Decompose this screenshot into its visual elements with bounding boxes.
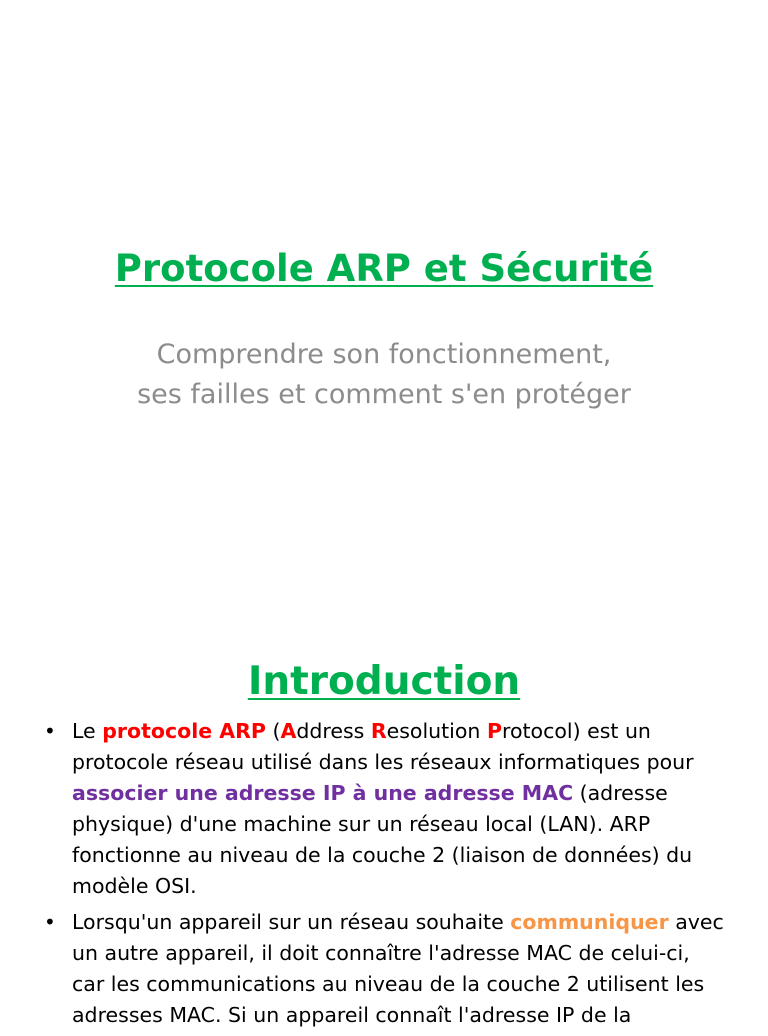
highlight-letter-r: R (370, 719, 387, 743)
bullet-dot-icon: • (44, 910, 56, 934)
slide-subtitle (100, 335, 668, 415)
bullet-text: esolution (386, 719, 487, 743)
bullet-text: Lorsqu'un appareil sur un réseau souhaite (72, 910, 511, 934)
intro-bullet-list (0, 716, 768, 1036)
bullet-text: ( (265, 719, 281, 743)
bullet-text: Le (72, 719, 103, 743)
bullet-text: ddress (296, 719, 371, 743)
highlight-protocole-arp: protocole ARP (102, 719, 266, 743)
bullet-item-communication (0, 907, 768, 1031)
highlight-letter-a: A (280, 719, 297, 743)
subtitle-line-1: Comprendre son fonctionnement, (156, 339, 612, 370)
section-heading-introduction: Introduction (247, 659, 521, 705)
bullet-text: rotocol) est un protocole réseau utilisé dans les réseaux informatiques pour (72, 719, 694, 774)
slide-title: Protocole ARP et Sécurité (114, 246, 654, 290)
bullet-text: (adresse physique) d'une machine sur un réseau local (LAN). ARP fonctionne au niveau de la couche 2 (liaison de données) du modèle OSI. (72, 781, 693, 898)
bullet-text: avec un autre appareil, il doit connaître l'adresse MAC de celui-ci, car les communications au niveau de la couche 2 utilisent les adresses MAC. Si un appareil connaît l'adresse IP de la (72, 910, 724, 1027)
subtitle-line-2: ses failles et comment s'en protéger (137, 379, 631, 410)
bullet-dot-icon: • (44, 719, 56, 743)
highlight-communiquer: communiquer (510, 910, 669, 934)
highlight-letter-p: P (486, 719, 502, 743)
highlight-associate-ip-mac: associer une adresse IP à une adresse MAC (72, 781, 574, 805)
bullet-item-arp-definition (0, 716, 768, 902)
